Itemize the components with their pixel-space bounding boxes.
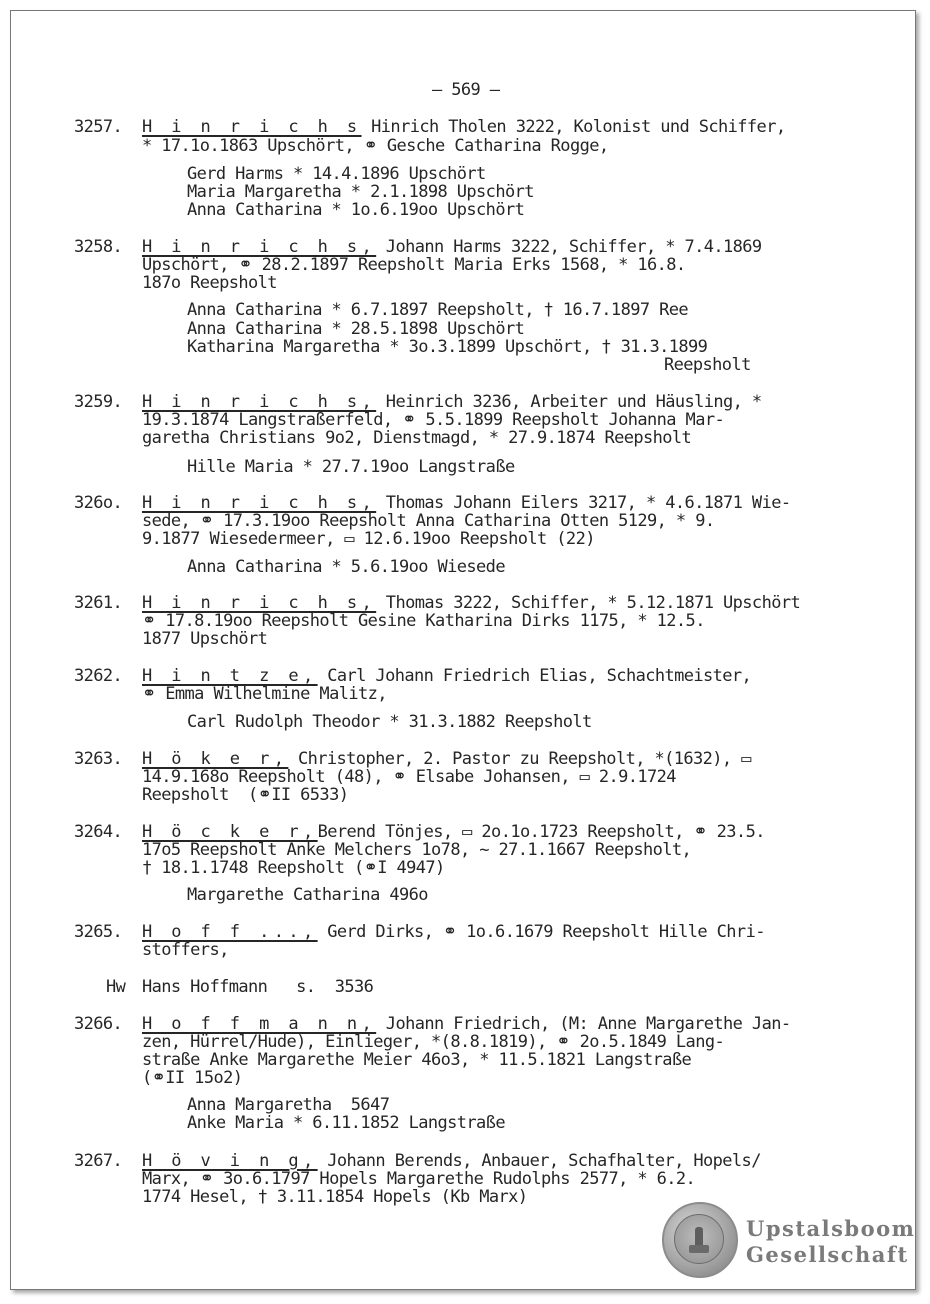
entry-line: 17o5 Reepsholt Anke Melchers 1o78, ~ 27.1.1667 Reepsholt, <box>142 840 692 860</box>
entry-line: Upschört, ⚭ 28.2.1897 Reepsholt Maria Erks 1568, * 16.8. <box>142 255 686 275</box>
entry-line: Hans Hoffmann s. 3536 <box>142 977 374 997</box>
child-line: Anna Catharina * 5.6.19oo Wiesede <box>187 557 505 577</box>
seal-inner <box>674 1214 724 1264</box>
entry-number: 3265. <box>74 922 123 942</box>
entry-line: 14.9.168o Reepsholt (48), ⚭ Elsabe Johansen, ▭ 2.9.1724 <box>142 767 676 787</box>
entry-line: ⚭ Emma Wilhelmine Malitz, <box>142 684 387 704</box>
entry-line: sede, ⚭ 17.3.19oo Reepsholt Anna Catharina Otten 5129, * 9. <box>142 511 715 531</box>
surname: H i n r i c h s, <box>142 493 377 513</box>
child-line: Margarethe Catharina 496o <box>187 885 428 905</box>
entry-line: H o f f ..., Gerd Dirks, ⚭ 1o.6.1679 Reepsholt Hille Chri- <box>142 922 765 942</box>
entry-line: H ö c k e r,Berend Tönjes, ▭ 2o.1o.1723 Reepsholt, ⚭ 23.5. <box>142 822 765 842</box>
entry-line: H i n r i c h s Hinrich Tholen 3222, Kolonist und Schiffer, <box>142 117 786 137</box>
surname: H i n r i c h s <box>142 117 362 137</box>
entry-line: Reepsholt (⚭II 6533) <box>142 785 349 805</box>
entry-number: 3266. <box>74 1014 123 1034</box>
entry-line: H ö v i n g, Johann Berends, Anbauer, Schafhalter, Hopels/ <box>142 1151 761 1171</box>
entry-line: H o f f m a n n, Johann Friedrich, (M: Anne Margarethe Jan- <box>142 1014 791 1034</box>
entry-line: zen, Hürrel/Hude), Einlieger, *(8.8.1819), ⚭ 2o.5.1849 Lang- <box>142 1032 725 1052</box>
entry-line: (⚭II 15o2) <box>142 1068 243 1088</box>
entry-line: straße Anke Margarethe Meier 46o3, * 11.5.1821 Langstraße <box>142 1050 692 1070</box>
child-line-tail: Reepsholt <box>664 355 751 375</box>
entry-line: Marx, ⚭ 3o.6.1797 Hopels Margarethe Rudolphs 2577, * 6.2. <box>142 1169 696 1189</box>
child-line: Anna Catharina * 28.5.1898 Upschört <box>187 319 525 339</box>
surname: H i n t z e, <box>142 666 318 686</box>
child-line: Anna Catharina * 6.7.1897 Reepsholt, † 16.7.1897 Ree <box>187 300 689 320</box>
child-line: Anke Maria * 6.11.1852 Langstraße <box>187 1113 505 1133</box>
seal-figure-base <box>689 1245 709 1253</box>
entry-number: 3264. <box>74 822 123 842</box>
surname: H i n r i c h s, <box>142 593 377 613</box>
entry-line: H i n r i c h s, Heinrich 3236, Arbeiter und Häusling, * <box>142 392 762 412</box>
entry-number: 3257. <box>74 117 123 137</box>
entry-line: 19.3.1874 Langstraßerfeld, ⚭ 5.5.1899 Reepsholt Johanna Mar- <box>142 410 725 430</box>
entry-number: 3267. <box>74 1151 123 1171</box>
child-line: Katharina Margaretha * 3o.3.1899 Upschört, † 31.3.1899 <box>187 337 708 357</box>
entry-line: H i n r i c h s, Johann Harms 3222, Schiffer, * 7.4.1869 <box>142 237 762 257</box>
entry-number: 3261. <box>74 593 123 613</box>
entry-number: 3263. <box>74 749 123 769</box>
surname: H o f f ..., <box>142 922 318 942</box>
entry-number: 3262. <box>74 666 123 686</box>
child-line: Hille Maria * 27.7.19oo Langstraße <box>187 457 515 477</box>
entry-line: ⚭ 17.8.19oo Reepsholt Gesine Katharina Dirks 1175, * 12.5. <box>142 611 705 631</box>
entry-number: 326o. <box>74 493 123 513</box>
entry-line: H ö k e r, Christopher, 2. Pastor zu Reepsholt, *(1632), ▭ <box>142 749 751 769</box>
child-line: Carl Rudolph Theodor * 31.3.1882 Reepsholt <box>187 712 592 732</box>
child-line: Anna Margaretha 5647 <box>187 1095 390 1115</box>
entry-number: Hw <box>106 977 126 997</box>
entry-line: * 17.1o.1863 Upschört, ⚭ Gesche Catharina Rogge, <box>142 136 609 156</box>
entry-line: stoffers, <box>142 940 229 960</box>
page-number: – 569 – <box>432 80 500 100</box>
entry-line: 9.1877 Wiesedermeer, ▭ 12.6.19oo Reepsholt (22) <box>142 529 595 549</box>
surname: H ö k e r, <box>142 749 289 769</box>
entry-line: 1774 Hesel, † 3.11.1854 Hopels (Kb Marx) <box>142 1187 528 1207</box>
entry-line: † 18.1.1748 Reepsholt (⚭I 4947) <box>142 858 445 878</box>
logo-line-2: Gesellschaft <box>746 1242 909 1267</box>
child-line: Gerd Harms * 14.4.1896 Upschört <box>187 164 486 184</box>
logo-line-1: Upstalsboom <box>746 1216 916 1241</box>
surname: H i n r i c h s, <box>142 392 377 412</box>
surname: H i n r i c h s, <box>142 237 377 257</box>
entry-line: 1877 Upschört <box>142 629 268 649</box>
entry-line: garetha Christians 9o2, Dienstmagd, * 27.9.1874 Reepsholt <box>142 428 692 448</box>
surname: H ö v i n g, <box>142 1151 318 1171</box>
child-line: Maria Margaretha * 2.1.1898 Upschört <box>187 182 534 202</box>
surname: H ö c k e r, <box>142 822 318 842</box>
entry-line: H i n r i c h s, Thomas Johann Eilers 3217, * 4.6.1871 Wie- <box>142 493 791 513</box>
child-line: Anna Catharina * 1o.6.19oo Upschört <box>187 200 525 220</box>
seal-icon <box>662 1202 738 1278</box>
entry-number: 3258. <box>74 237 123 257</box>
entry-line: H i n t z e, Carl Johann Friedrich Elias, Schachtmeister, <box>142 666 752 686</box>
entry-line: 187o Reepsholt <box>142 273 277 293</box>
entry-line: H i n r i c h s, Thomas 3222, Schiffer, * 5.12.1871 Upschört <box>142 593 801 613</box>
surname: H o f f m a n n, <box>142 1014 377 1034</box>
entry-number: 3259. <box>74 392 123 412</box>
